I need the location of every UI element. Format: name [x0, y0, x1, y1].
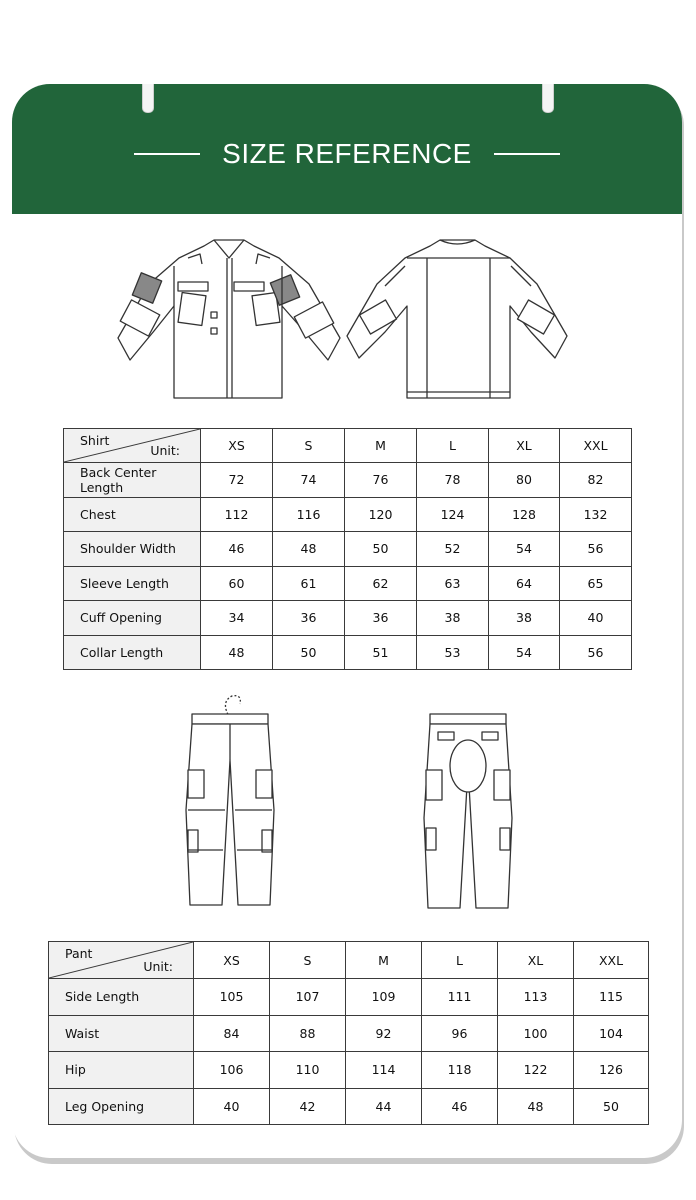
pant-table-unit: Unit:: [143, 959, 173, 974]
table-cell: 48: [273, 532, 345, 567]
table-cell: 34: [201, 601, 273, 636]
row-label: Hip: [49, 1052, 194, 1089]
table-cell: 76: [345, 463, 417, 498]
shirt-table-header-row: [64, 429, 632, 463]
table-cell: 92: [346, 1015, 422, 1052]
title-row: [12, 134, 682, 174]
table-cell: 50: [273, 635, 345, 670]
table-cell: 122: [498, 1052, 574, 1089]
table-cell: 105: [194, 979, 270, 1016]
table-row: [49, 1088, 649, 1125]
table-cell: 88: [270, 1015, 346, 1052]
table-cell: 74: [273, 463, 345, 498]
table-cell: 46: [201, 532, 273, 567]
table-cell: 64: [489, 566, 560, 601]
shirt-size-table: [63, 428, 632, 670]
table-cell: 52: [417, 532, 489, 567]
table-cell: 104: [574, 1015, 649, 1052]
row-label: Sleeve Length: [64, 566, 201, 601]
table-cell: 128: [489, 497, 560, 532]
table-cell: 50: [345, 532, 417, 567]
table-cell: 96: [422, 1015, 498, 1052]
pants-front-icon: [180, 690, 280, 918]
table-cell: 38: [489, 601, 560, 636]
table-cell: 42: [270, 1088, 346, 1125]
hanger-hook-right: [542, 84, 554, 113]
table-cell: 50: [574, 1088, 649, 1125]
table-cell: 120: [345, 497, 417, 532]
size-header: S: [270, 942, 346, 979]
table-cell: 48: [201, 635, 273, 670]
shirt-front-icon: [114, 236, 344, 404]
table-cell: 46: [422, 1088, 498, 1125]
table-row: [64, 497, 632, 532]
table-cell: 126: [574, 1052, 649, 1089]
table-cell: 40: [194, 1088, 270, 1125]
table-cell: 80: [489, 463, 560, 498]
table-cell: 54: [489, 635, 560, 670]
table-cell: 36: [273, 601, 345, 636]
row-label: Shoulder Width: [64, 532, 201, 567]
table-row: [49, 979, 649, 1016]
table-row: [64, 635, 632, 670]
row-label: Chest: [64, 497, 201, 532]
card-header: [12, 84, 682, 214]
table-cell: 78: [417, 463, 489, 498]
table-cell: 36: [345, 601, 417, 636]
pant-table-header-row: [49, 942, 649, 979]
table-cell: 82: [560, 463, 632, 498]
size-header: XL: [489, 429, 560, 463]
table-cell: 113: [498, 979, 574, 1016]
table-cell: 111: [422, 979, 498, 1016]
table-cell: 56: [560, 532, 632, 567]
size-header: XXL: [560, 429, 632, 463]
table-cell: 115: [574, 979, 649, 1016]
pants-back-icon: [418, 708, 518, 918]
table-cell: 118: [422, 1052, 498, 1089]
row-label: Back Center Length: [64, 463, 201, 498]
title-rule-left: [134, 153, 200, 155]
size-header: XS: [194, 942, 270, 979]
table-cell: 84: [194, 1015, 270, 1052]
table-cell: 110: [270, 1052, 346, 1089]
table-cell: 112: [201, 497, 273, 532]
size-header: XXL: [574, 942, 649, 979]
size-header: XS: [201, 429, 273, 463]
row-label: Side Length: [49, 979, 194, 1016]
table-cell: 54: [489, 532, 560, 567]
size-header: XL: [498, 942, 574, 979]
table-cell: 72: [201, 463, 273, 498]
shirt-back-icon: [345, 236, 570, 404]
table-row: [64, 532, 632, 567]
table-row: [49, 1052, 649, 1089]
table-row: [64, 463, 632, 498]
table-row: [64, 601, 632, 636]
table-cell: 107: [270, 979, 346, 1016]
table-cell: 114: [346, 1052, 422, 1089]
table-cell: 38: [417, 601, 489, 636]
pant-table-category: Pant: [65, 946, 93, 961]
hanger-hook-left: [142, 84, 154, 113]
table-cell: 53: [417, 635, 489, 670]
table-cell: 48: [498, 1088, 574, 1125]
table-cell: 100: [498, 1015, 574, 1052]
pant-table-corner: [49, 942, 194, 979]
table-cell: 40: [560, 601, 632, 636]
size-header: M: [346, 942, 422, 979]
table-row: [49, 1015, 649, 1052]
table-cell: 60: [201, 566, 273, 601]
page-title: SIZE REFERENCE: [222, 138, 472, 169]
row-label: Collar Length: [64, 635, 201, 670]
size-header: M: [345, 429, 417, 463]
title-rule-right: [494, 153, 560, 155]
table-row: [64, 566, 632, 601]
table-cell: 106: [194, 1052, 270, 1089]
row-label: Cuff Opening: [64, 601, 201, 636]
table-cell: 65: [560, 566, 632, 601]
shirt-table-unit: Unit:: [150, 443, 180, 458]
size-header: L: [422, 942, 498, 979]
size-header: S: [273, 429, 345, 463]
table-cell: 63: [417, 566, 489, 601]
row-label: Waist: [49, 1015, 194, 1052]
table-cell: 44: [346, 1088, 422, 1125]
table-cell: 62: [345, 566, 417, 601]
table-cell: 132: [560, 497, 632, 532]
shirt-table-category: Shirt: [80, 433, 110, 448]
table-cell: 61: [273, 566, 345, 601]
table-cell: 109: [346, 979, 422, 1016]
table-cell: 56: [560, 635, 632, 670]
shirt-table-corner: [64, 429, 201, 463]
row-label: Leg Opening: [49, 1088, 194, 1125]
table-cell: 124: [417, 497, 489, 532]
size-header: L: [417, 429, 489, 463]
table-cell: 116: [273, 497, 345, 532]
table-cell: 51: [345, 635, 417, 670]
pant-size-table: [48, 941, 649, 1125]
